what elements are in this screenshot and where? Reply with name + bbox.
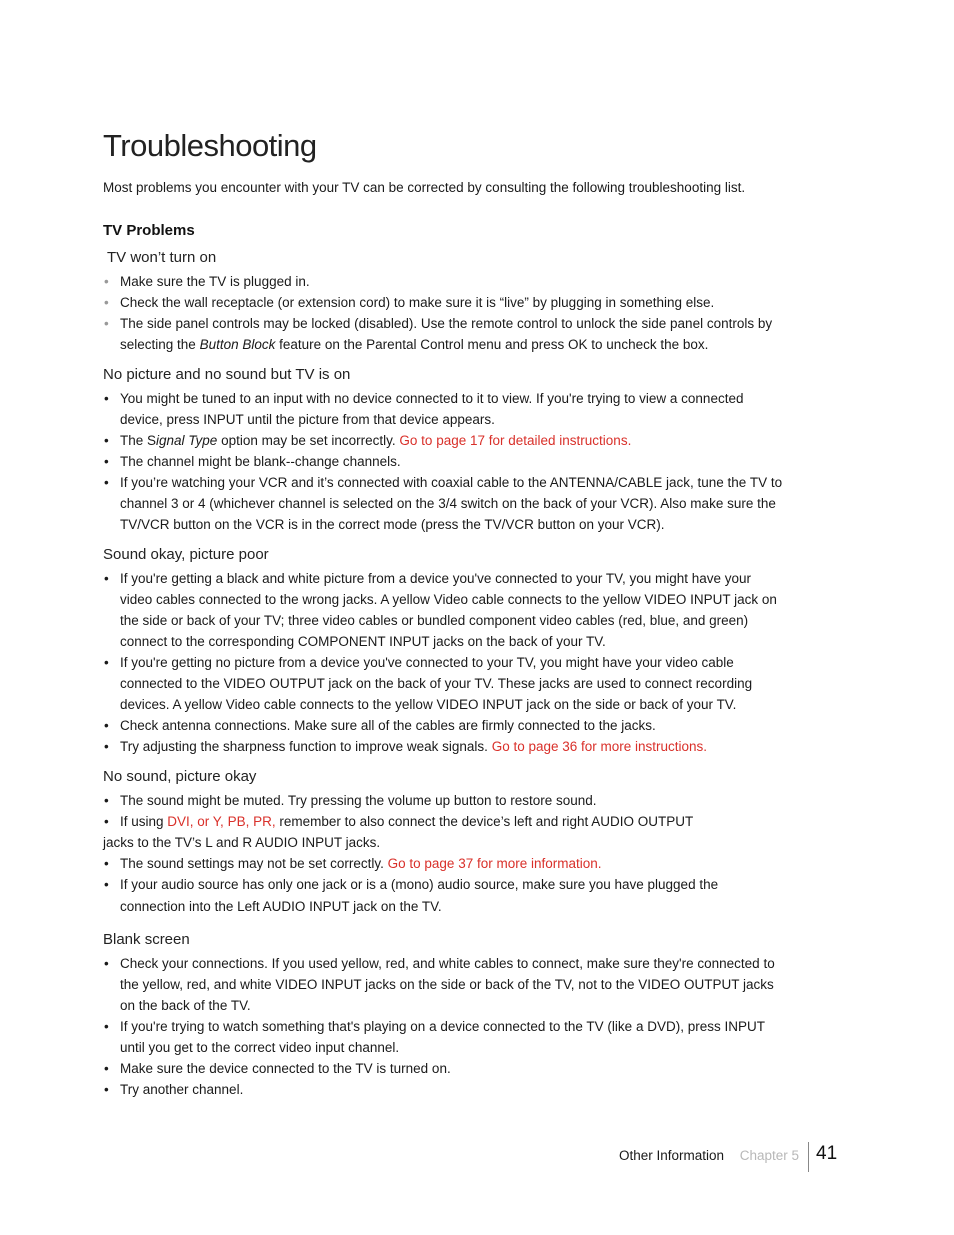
bullet-icon: • (104, 956, 109, 971)
list-item: • If you're trying to watch something that's playing on a device connected to the TV (like a DVD), press INPUT until you get to the correct video input channel. (103, 1016, 783, 1058)
bullet-icon: • (104, 856, 109, 871)
bullet-icon: • (104, 433, 109, 448)
bullet-icon: • (104, 718, 109, 733)
list-item: • If you're getting no picture from a device you've connected to your TV, you might have your video cable connected to the VIDEO OUTPUT jack on the back of your TV. These jacks are used to connect recording devices. A yellow Video cable connects to the yellow VIDEO INPUT jack on the side or back of your TV. (103, 652, 783, 715)
bullet-icon: • (104, 391, 109, 406)
page-footer (0, 1142, 954, 1172)
intro-text: Most problems you encounter with your TV can be corrected by consulting the following troubleshooting list. (103, 180, 746, 195)
list-item: • Check the wall receptacle (or extension cord) to make sure it is “live” by plugging in something else. (103, 292, 783, 313)
group-heading: No picture and no sound but TV is on (103, 366, 351, 383)
bullet-icon: • (104, 274, 109, 289)
page-number: 41 (816, 1143, 838, 1164)
page-link[interactable]: Go to page 37 for more information. (387, 856, 602, 871)
group-heading: TV won’t turn on (107, 249, 217, 266)
list-item: • If your audio source has only one jack or is a (mono) audio source, make sure you have plugged the connection into the Left AUDIO INPUT jack on the TV. (103, 874, 783, 918)
page-link[interactable]: Go to page 36 for more instructions. (491, 739, 708, 754)
list-item: • If you’re watching your VCR and it’s connected with coaxial cable to the ANTENNA/CABLE jack, tune the TV to channel 3 or 4 (whichever channel is selected on the 3/4 switch on the back of your VCR). Also make sure the TV/VCR button on the VCR is in the correct mode (press the TV/VCR button on your VCR). (103, 472, 783, 535)
bullet-icon: • (104, 1061, 109, 1076)
footer-section: Other Information (618, 1148, 724, 1163)
page-title: Troubleshooting (103, 128, 317, 163)
footer-chapter: Chapter 5 (739, 1148, 799, 1163)
bullet-list (103, 953, 783, 1100)
page-link[interactable]: Go to page 17 for detailed instructions. (399, 433, 632, 448)
section-title: TV Problems (103, 222, 195, 239)
bullet-icon: • (104, 454, 109, 469)
list-item: • Try another channel. (103, 1079, 783, 1100)
list-item: • The Signal Type option may be set incorrectly. Go to page 17 for detailed instructions. (103, 430, 783, 451)
bullet-list (103, 568, 783, 757)
list-item: • Check antenna connections. Make sure all of the cables are firmly connected to the jacks. (103, 715, 783, 736)
list-item: • The sound settings may not be set correctly. Go to page 37 for more information. (103, 853, 783, 874)
list-item: • The side panel controls may be locked (disabled). Use the remote control to unlock the side panel controls by selecting the Button Block feature on the Parental Control menu and press OK to uncheck the box. (103, 313, 783, 355)
group-heading: Blank screen (103, 931, 190, 948)
bullet-icon: • (104, 655, 109, 670)
bullet-icon: • (104, 877, 109, 892)
list-item: • If using DVI, or Y, PB, PR, remember to also connect the device’s left and right AUDIO OUTPUT (103, 811, 783, 832)
bullet-icon: • (104, 814, 109, 829)
bullet-list (103, 853, 783, 918)
bullet-list (103, 790, 783, 832)
list-item: • Make sure the device connected to the TV is turned on. (103, 1058, 783, 1079)
list-item: • Try adjusting the sharpness function to improve weak signals. Go to page 36 for more instructions. (103, 736, 783, 757)
bullet-icon: • (104, 1082, 109, 1097)
list-item: • If you're getting a black and white picture from a device you've connected to your TV, you might have your video cables connected to the wrong jacks. A yellow Video cable connects to the yellow VIDEO INPUT jack on the side or back of your TV; three video cables or bundled component video cables (red, blue, and green) connect to the corresponding COMPONENT INPUT jacks on the back of your TV. (103, 568, 783, 652)
bullet-icon: • (104, 571, 109, 586)
list-item: • Make sure the TV is plugged in. (103, 271, 783, 292)
page-content (103, 128, 783, 1100)
bullet-icon: • (104, 739, 109, 754)
list-item: • The channel might be blank--change channels. (103, 451, 783, 472)
bullet-icon: • (104, 295, 109, 310)
list-item: • The sound might be muted. Try pressing the volume up button to restore sound. (103, 790, 783, 811)
bullet-list (103, 271, 783, 355)
group-heading: No sound, picture okay (103, 768, 257, 785)
bullet-icon: • (104, 475, 109, 490)
list-item: • Check your connections. If you used yellow, red, and white cables to connect, make sure they're connected to the yellow, red, and white VIDEO INPUT jacks on the side or back of the TV, not to the VIDEO OUTPUT jacks on the back of the TV. (103, 953, 783, 1016)
footer-divider (808, 1142, 809, 1172)
group-heading: Sound okay, picture poor (103, 546, 269, 563)
bullet-icon: • (104, 1019, 109, 1034)
bullet-icon: • (104, 793, 109, 808)
page-link[interactable]: DVI, or Y, PB, PR, (167, 814, 276, 829)
bullet-list (103, 388, 783, 535)
continuation-text: jacks to the TV’s L and R AUDIO INPUT jacks. (103, 835, 381, 850)
list-item: • You might be tuned to an input with no device connected to it to view. If you're trying to view a connected device, press INPUT until the picture from that device appears. (103, 388, 783, 430)
bullet-icon: • (104, 316, 109, 331)
